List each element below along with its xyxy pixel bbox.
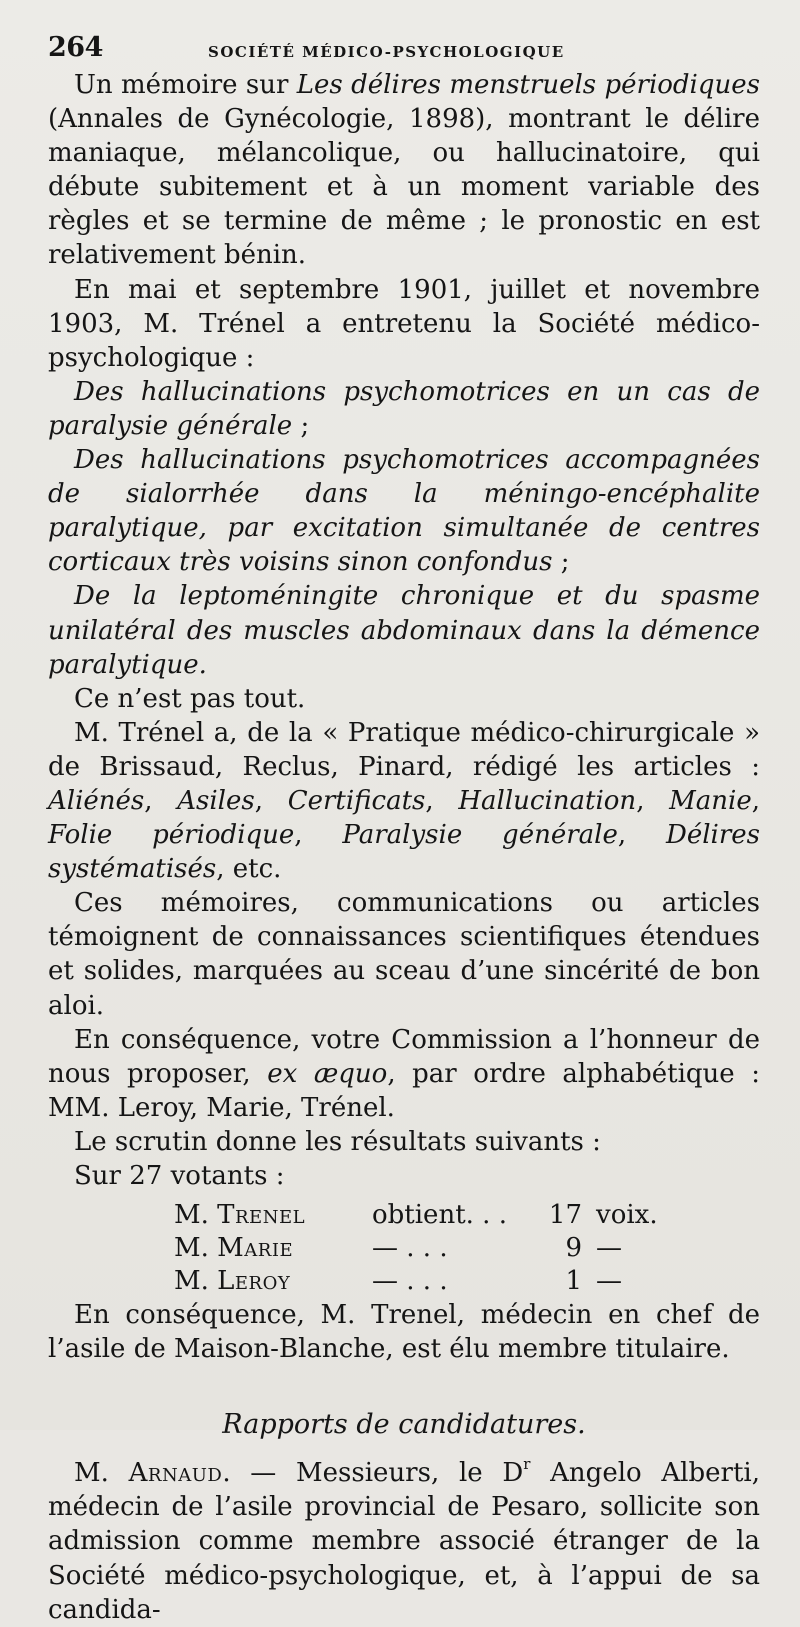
- running-title: SOCIÉTÉ MÉDICO-PSYCHOLOGIQUE: [208, 43, 565, 61]
- vote-results: [174, 1199, 760, 1298]
- candidate-name: [174, 1199, 372, 1232]
- text-run: En conséquence, votre Commission a l’honneur de nous proposer,: [48, 1024, 760, 1089]
- paragraph-communications: En mai et septembre 1901, juillet et novembre 1903, M. Trénel a entretenu la Société médico-psychologique :: [48, 274, 760, 373]
- vote-row: [174, 1232, 760, 1265]
- vote-unit: —: [596, 1233, 622, 1264]
- separator: ,: [294, 820, 343, 851]
- text-run: Angelo Alberti, médecin de l’asile provincial de Pesaro, sollicite son admission comme membre associé étranger de la Société médico-psychologique, et, à l’appui de sa candida-: [48, 1458, 760, 1625]
- text-run: ;: [552, 547, 570, 578]
- separator: , etc.: [216, 854, 282, 885]
- surname: Leroy: [217, 1266, 291, 1297]
- separator: ,: [425, 785, 459, 816]
- text-run: ;: [292, 410, 310, 441]
- article-title: Hallucination: [458, 785, 637, 816]
- surname: Marie: [217, 1233, 294, 1264]
- page-number: 264: [48, 32, 103, 63]
- text-run: Un mémoire sur: [74, 70, 297, 100]
- vote-verb: obtient. . .: [372, 1200, 507, 1231]
- paragraph-report: [48, 1456, 760, 1626]
- work-title: Des hallucinations psychomotrices en un cas de paralysie générale: [48, 376, 760, 441]
- paragraph-work-2: [48, 443, 760, 579]
- vote-count: 9: [565, 1233, 582, 1264]
- vote-count: 17: [548, 1200, 582, 1231]
- vote-verb: — . . .: [372, 1233, 448, 1264]
- candidate-name: [174, 1265, 372, 1298]
- vote-verb: — . . .: [372, 1266, 448, 1297]
- article-title: Folie périodique: [48, 820, 295, 851]
- page-body: [48, 68, 760, 1627]
- article-title: Aliénés: [48, 785, 145, 816]
- text-run: (Annales de Gynécologie, 1898), montrant le délire maniaque, mélancolique, ou hallucinatoire, qui débute subitement et à un moment variable des règles et se termine de même ; le pronostic en est relativement bénin.: [48, 104, 760, 271]
- title-prefix: M.: [174, 1200, 218, 1231]
- vote-row: [174, 1265, 760, 1298]
- separator: ,: [617, 820, 666, 851]
- vote-unit: voix.: [596, 1200, 658, 1231]
- separator: ,: [144, 785, 178, 816]
- article-title: Délires systématisés: [48, 820, 760, 885]
- speaker-name: Arnaud: [128, 1458, 223, 1489]
- article-title: Paralysie générale: [342, 820, 618, 851]
- title-prefix: M.: [74, 1458, 129, 1489]
- article-title: Manie: [669, 785, 752, 816]
- separator: ,: [254, 785, 288, 816]
- page-header: [48, 26, 760, 68]
- paragraph-articles: [48, 716, 760, 886]
- surname: Trenel: [217, 1200, 306, 1231]
- text-run: . — Messieurs, le D: [222, 1458, 524, 1489]
- paragraph-voters: Sur 27 votants :: [74, 1161, 285, 1191]
- vote-row: [174, 1199, 760, 1232]
- work-title: De la leptoméningite chronique et du spasme unilatéral des muscles abdominaux dans la démence paralytique.: [48, 581, 760, 680]
- paragraph-memoire: [48, 68, 760, 273]
- paragraph-evaluation: Ces mémoires, communications ou articles témoignent de connaissances scientifiques étendues et solides, marquées au sceau d’une sincérité de bon aloi.: [48, 888, 760, 1021]
- superscript: r: [523, 1455, 531, 1474]
- paragraph-proposal: [48, 1023, 760, 1125]
- title-prefix: M.: [174, 1266, 218, 1297]
- paragraph-not-all: Ce n’est pas tout.: [74, 683, 306, 714]
- work-title: Les délires menstruels périodiques: [296, 70, 760, 100]
- paragraph-work-1: [48, 375, 760, 443]
- paragraph-ballot: Le scrutin donne les résultats suivants :: [74, 1126, 601, 1157]
- separator: ,: [751, 785, 760, 816]
- article-title: Certificats: [287, 785, 426, 816]
- text-run: M. Trénel a, de la « Pratique médico-chirurgicale » de Brissaud, Reclus, Pinard, rédigé les articles :: [48, 717, 760, 782]
- paragraph-election: En conséquence, M. Trenel, médecin en chef de l’asile de Maison-Blanche, est élu membre titulaire.: [48, 1300, 760, 1365]
- section-heading: Rapports de candidatures.: [222, 1409, 586, 1441]
- candidate-name: [174, 1232, 372, 1265]
- title-prefix: M.: [174, 1233, 218, 1264]
- paragraph-work-3: [48, 579, 760, 681]
- latin-phrase: ex æquo: [267, 1058, 388, 1089]
- vote-unit: —: [596, 1266, 622, 1297]
- text-run: , par ordre alphabétique : MM. Leroy, Marie, Trénel.: [48, 1058, 761, 1123]
- separator: ,: [636, 785, 670, 816]
- article-title: Asiles: [177, 785, 255, 816]
- vote-count: 1: [565, 1266, 582, 1297]
- work-title: Des hallucinations psychomotrices accompagnées de sialorrhée dans la méningo-encéphalite paralytique, par excitation simultanée de centres corticaux très voisins sinon confondus: [48, 445, 760, 578]
